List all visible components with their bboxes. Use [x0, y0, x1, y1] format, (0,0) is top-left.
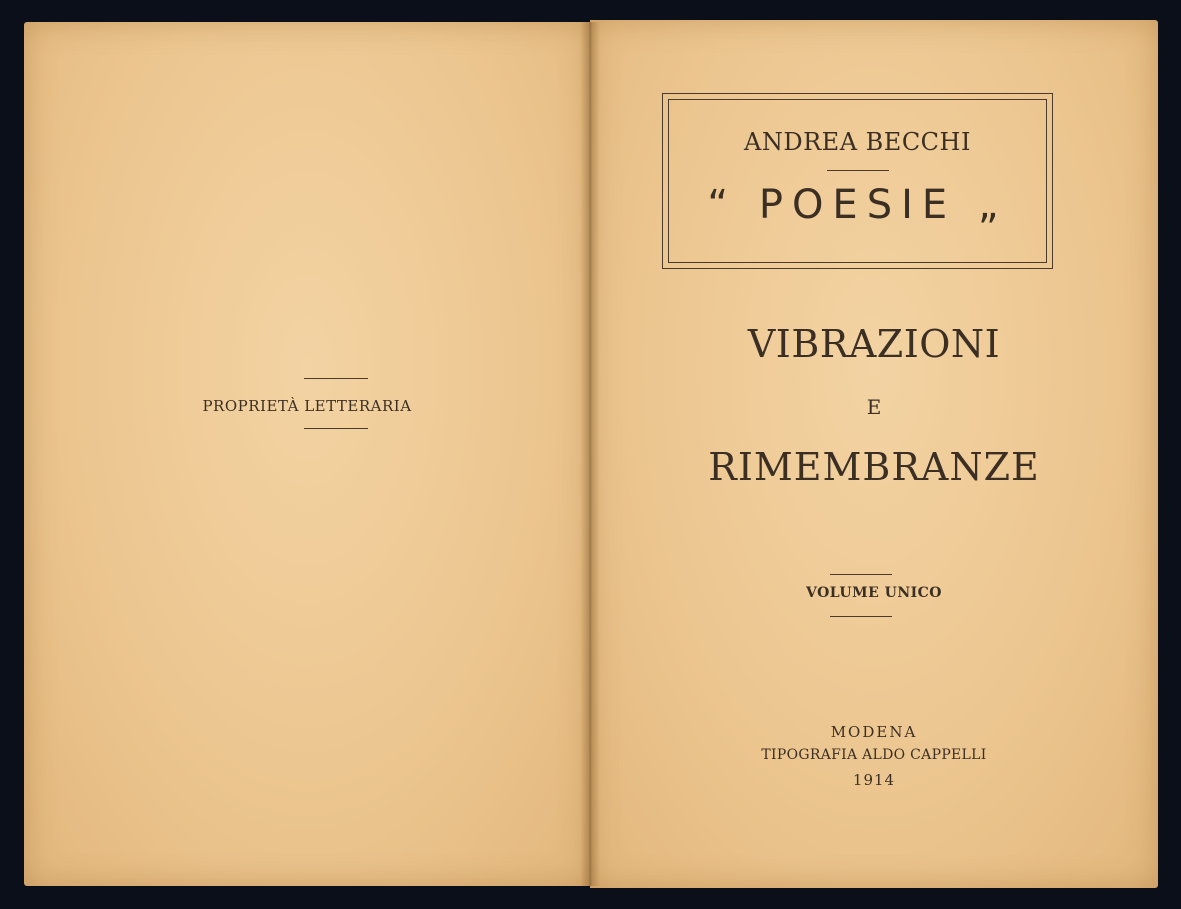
left-rule-top — [304, 378, 368, 379]
series-title: “ POESIE „ — [707, 182, 1008, 228]
volume-rule-bottom — [830, 616, 892, 617]
printer-name: TIPOGRAFIA ALDO CAPPELLI — [761, 747, 987, 763]
title-page — [590, 20, 1158, 888]
publication-city: MODENA — [830, 723, 918, 741]
publication-year: 1914 — [852, 771, 896, 789]
title-line-2: RIMEMBRANZE — [708, 445, 1040, 489]
title-frame — [662, 93, 1053, 269]
volume-label: VOLUME UNICO — [805, 585, 943, 601]
title-conjunction: E — [866, 395, 882, 419]
title-frame-inner — [668, 99, 1047, 263]
book-spine — [580, 22, 600, 886]
left-rule-bottom — [304, 428, 368, 429]
left-page — [24, 22, 590, 886]
volume-rule-top — [830, 574, 892, 575]
frame-divider — [827, 170, 889, 171]
literary-property-label: PROPRIETÀ LETTERARIA — [202, 397, 412, 415]
title-line-1: VIBRAZIONI — [747, 322, 1001, 366]
author-name: ANDREA BECCHI — [744, 128, 971, 156]
